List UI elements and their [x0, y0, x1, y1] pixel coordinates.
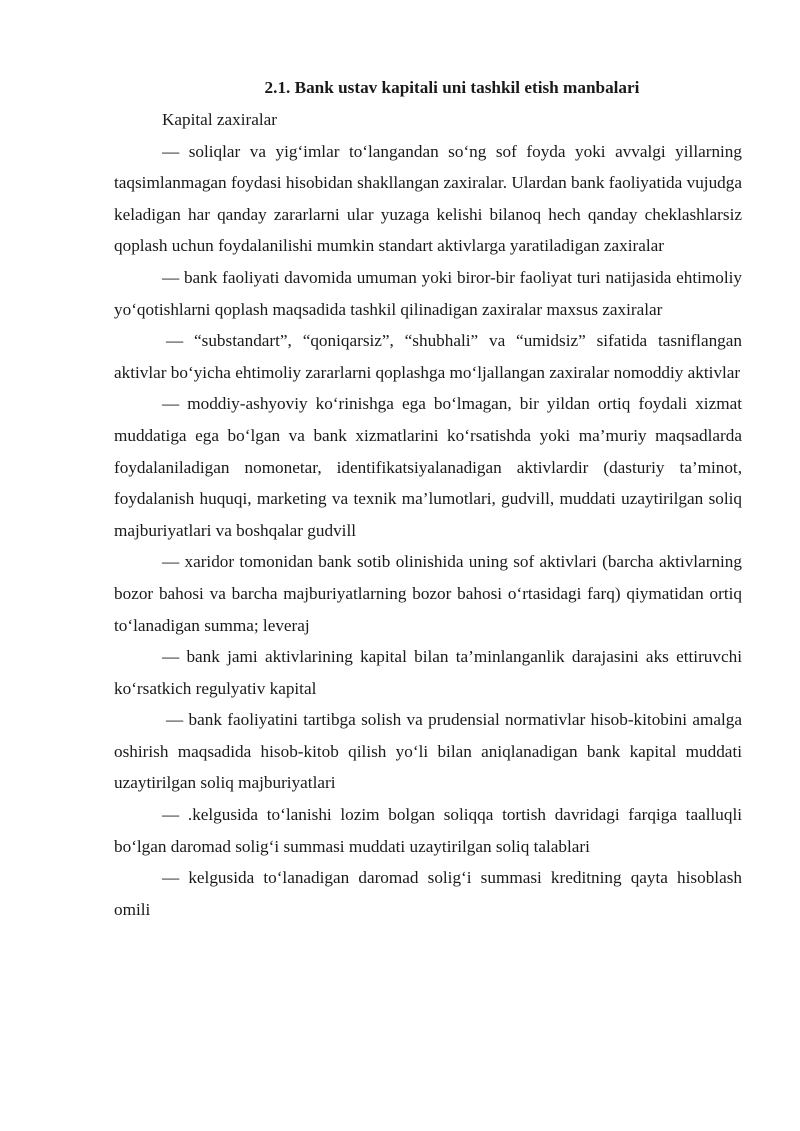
paragraph-goodwill: — moddiy-ashyoviy ko‘rinishga ega bo‘lmagan, bir yildan ortiq foydali xizmat muddatiga ega bo‘lgan va bank xizmatlarini ko‘rsatishda yoki ma’muriy maqsadlarda foydalaniladigan nomonetar, identifikatsiyalanadigan aktivlardir (dasturiy ta’minot, foydalanish huquqi, marketing va texnik ma’lumotlari, gudvill, muddati uzaytirilgan soliq majburiyatlari va boshqalar gudvill — [114, 394, 742, 540]
paragraph-deferred-tax-claims: — .kelgusida to‘lanishi lozim bolgan soliqqa tortish davridagi farqiga taalluqli bo‘lgan daromad solig‘i summasi muddati uzaytirilgan soliq talablari — [114, 805, 742, 856]
document-page — [114, 72, 742, 925]
paragraph-special-reserves: — bank faoliyati davomida umuman yoki biror-bir faoliyat turi natijasida ehtimoliy yo‘qotishlarni qoplash maqsadida tashkil qilinadigan zaxiralar maxsus zaxiralar — [114, 267, 742, 319]
paragraph-standard-reserves: — soliqlar va yig‘imlar to‘langandan so‘ng sof foyda yoki avvalgi yillarning taqsimlanmagan foydasi hisobidan shakllangan zaxiralar. Ulardan bank faoliyatida vujudga keladigan har qanday zararlarni ular yuzaga kelishi bilanoq hech qanday cheklashlarsiz qoplash uchun foydalanilishi mumkin standart aktivlarga yaratiladigan zaxiralar — [114, 141, 742, 256]
paragraph-leverage: — xaridor tomonidan bank sotib olinishida uning sof aktivlari (barcha aktivlarning bozor bahosi va barcha majburiyatlarning bozor bahosi o‘rtasidagi farq) qiymatidan ortiq to‘lanadigan summa; leveraj — [114, 552, 742, 635]
paragraph-credit-recalculation-factor: — kelgusida to‘lanadigan daromad solig‘i summasi kreditning qayta hisoblash omili — [114, 868, 742, 919]
section-heading: 2.1. Bank ustav kapitali uni tashkil etish manbalari — [264, 78, 640, 97]
paragraph-deferred-tax-liabilities: — bank faoliyatini tartibga solish va prudensial normativlar hisob-kitobini amalga oshirish maqsadida hisob-kitob qilish yo‘li bilan aniqlanadigan bank kapital muddati uzaytirilgan soliq majburiyatlari — [114, 710, 742, 793]
paragraph-regulatory-capital: — bank jami aktivlarining kapital bilan ta’minlanganlik darajasini aks ettiruvchi ko‘rsatkich regulyativ kapital — [114, 647, 742, 698]
paragraph-intangible-assets: — “substandart”, “qoniqarsiz”, “shubhali” va “umidsiz” sifatida tasniflangan aktivlar bo‘yicha ehtimoliy zararlarni qoplashga mo‘ljallangan zaxiralar nomoddiy aktivlar — [114, 331, 742, 382]
paragraph-capital-reserves: Kapital zaxiralar — [162, 110, 277, 129]
